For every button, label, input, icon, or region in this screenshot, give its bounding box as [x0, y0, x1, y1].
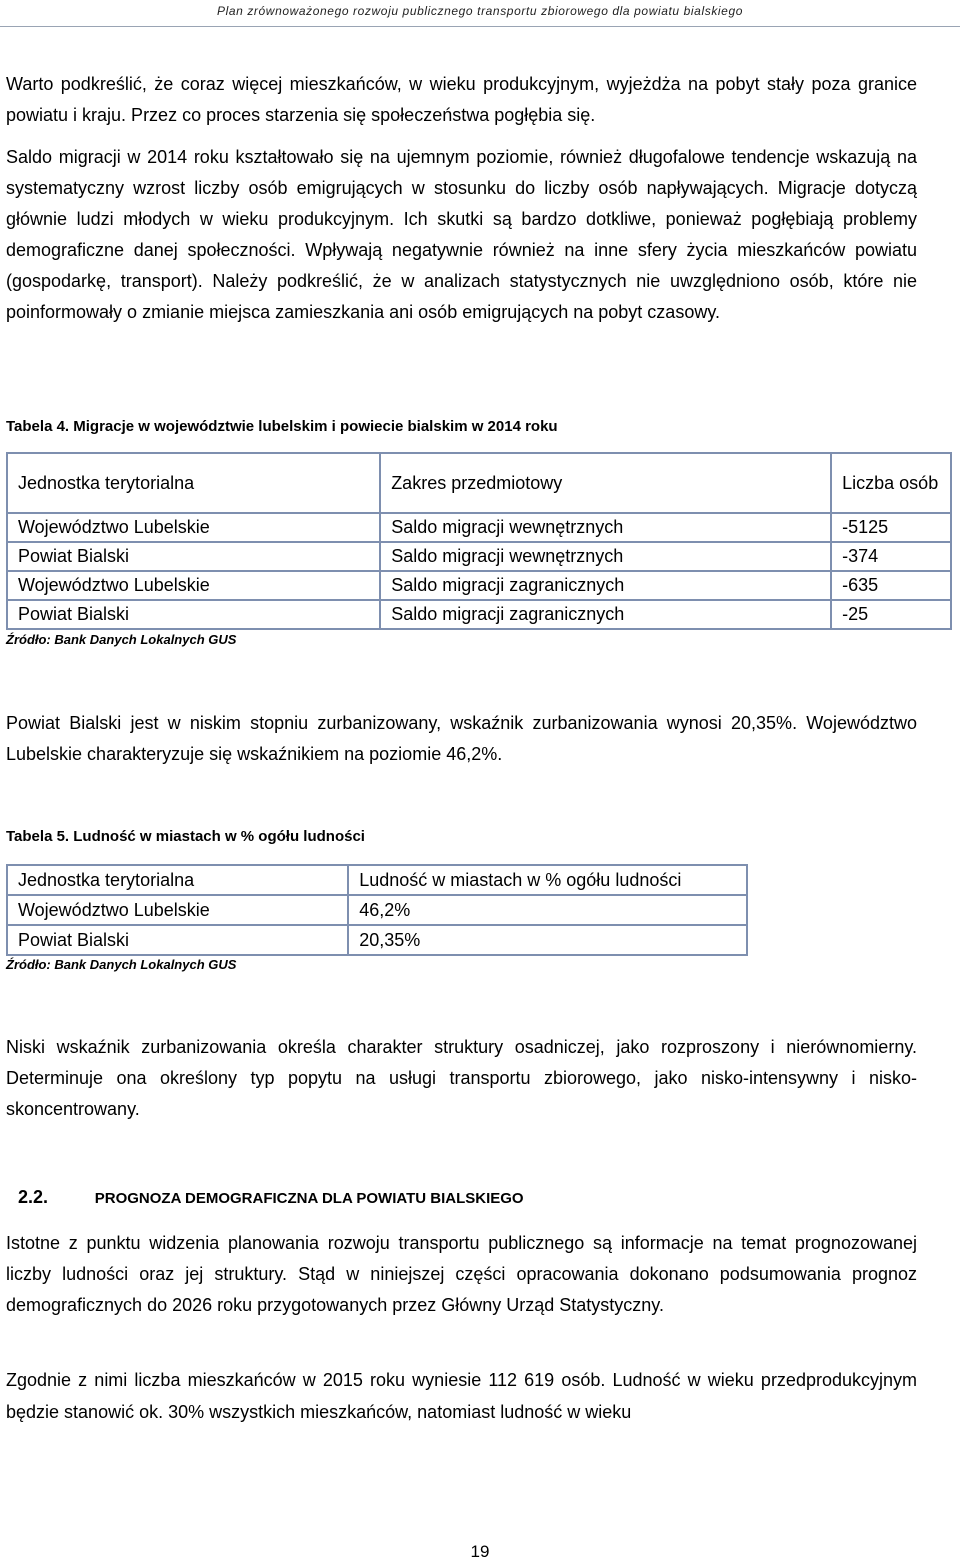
table-cell: Województwo Lubelskie [7, 571, 380, 600]
table-cell: Powiat Bialski [7, 925, 348, 955]
header-divider [0, 26, 960, 27]
section-heading [18, 1187, 524, 1208]
migration-table [6, 452, 952, 630]
table-cell: Województwo Lubelskie [7, 895, 348, 925]
table-cell: Saldo migracji zagranicznych [380, 571, 831, 600]
table5-source: Źródło: Bank Danych Lokalnych GUS [6, 957, 237, 972]
table4-source: Źródło: Bank Danych Lokalnych GUS [6, 632, 237, 647]
table-header-cell: Ludność w miastach w % ogółu ludności [348, 865, 747, 895]
table-cell: -25 [831, 600, 951, 629]
table-row [7, 571, 951, 600]
table-cell: Powiat Bialski [7, 542, 380, 571]
table-row [7, 600, 951, 629]
section-title: PROGNOZA DEMOGRAFICZNA DLA POWIATU BIALSKIEGO [94, 1190, 524, 1207]
table-header-row [7, 865, 747, 895]
table-cell: Saldo migracji wewnętrznych [380, 513, 831, 542]
table-cell: Powiat Bialski [7, 600, 380, 629]
table-cell: -5125 [831, 513, 951, 542]
urban-population-table [6, 864, 748, 956]
paragraph-emigration: Warto podkreślić, że coraz więcej mieszkańców, w wieku produkcyjnym, wyjeżdża na pobyt stały poza granice powiatu i kraju. Przez co proces starzenia się społeczeństwa pogłębia się. [6, 74, 917, 125]
table5-title: Ludność w miastach w % ogółu ludności [73, 828, 365, 845]
table4-title: Migracje w województwie lubelskim i powiecie bialskim w 2014 roku [73, 418, 558, 435]
table-cell: 20,35% [348, 925, 747, 955]
running-header: Plan zrównoważonego rozwoju publicznego transportu zbiorowego dla powiatu bialskiego [216, 4, 744, 18]
paragraph-forecast-intro: Istotne z punktu widzenia planowania rozwoju transportu publicznego są informacje na temat prognozowanej liczby ludności oraz jej struktury. Stąd w niniejszej części opracowania dokonano podsumowania prognoz demograficznych do 2026 roku przygotowanych przez Główny Urząd Statystyczny. [6, 1233, 917, 1315]
table-header-cell: Liczba osób [831, 453, 951, 513]
paragraph-migration-balance: Saldo migracji w 2014 roku kształtowało się na ujemnym poziomie, również długofalowe tendencje wskazują na systematyczny wzrost liczby osób emigrujących w stosunku do liczby osób napływających. Migracje dotyczą głównie ludzi młodych w wieku produkcyjnym. Ich skutki są bardzo dotkliwe, ponieważ pogłębiają problemy demograficzne danej społeczności. Wpływają negatywnie również na inne sfery życia mieszkańców powiatu (gospodarkę, transport). Należy podkreślić, że w analizach statystycznych nie uwzględniono osób, które nie poinformowały o zmianie miejsca zamieszkania ani osób emigrujących na pobyt czasowy. [6, 147, 917, 322]
table-header-cell: Jednostka terytorialna [7, 865, 348, 895]
table-header-cell: Jednostka terytorialna [7, 453, 380, 513]
table-row [7, 542, 951, 571]
table-header-cell: Zakres przedmiotowy [380, 453, 831, 513]
table-cell: Saldo migracji zagranicznych [380, 600, 831, 629]
table-cell: Saldo migracji wewnętrznych [380, 542, 831, 571]
table-cell: -374 [831, 542, 951, 571]
table5-caption [6, 828, 365, 845]
paragraph-forecast-details: Zgodnie z nimi liczba mieszkańców w 2015 roku wyniesie 112 619 osób. Ludność w wieku przedprodukcyjnym będzie stanowić ok. 30% wszystkich mieszkańców, natomiast ludność w wieku [6, 1370, 917, 1422]
table-header-row [7, 453, 951, 513]
table4-label: Tabela 4. [6, 418, 70, 435]
table-cell: 46,2% [348, 895, 747, 925]
paragraph-settlement-structure: Niski wskaźnik zurbanizowania określa charakter struktury osadniczej, jako rozproszony i nierównomierny. Determinuje ona określony typ popytu na usługi transportu zbiorowego, jako nisko-intensywny i nisko-skoncentrowany. [6, 1037, 917, 1119]
paragraph-urbanization: Powiat Bialski jest w niskim stopniu zurbanizowany, wskaźnik zurbanizowania wynosi 20,35%. Województwo Lubelskie charakteryzuje się wskaźnikiem na poziomie 46,2%. [6, 713, 917, 764]
table-cell: Województwo Lubelskie [7, 513, 380, 542]
table-row [7, 895, 747, 925]
table-row [7, 925, 747, 955]
section-number: 2.2. [18, 1187, 49, 1207]
table4-caption [6, 418, 558, 435]
page-number: 19 [470, 1542, 490, 1561]
table-row [7, 513, 951, 542]
table-cell: -635 [831, 571, 951, 600]
table5-label: Tabela 5. [6, 828, 70, 845]
